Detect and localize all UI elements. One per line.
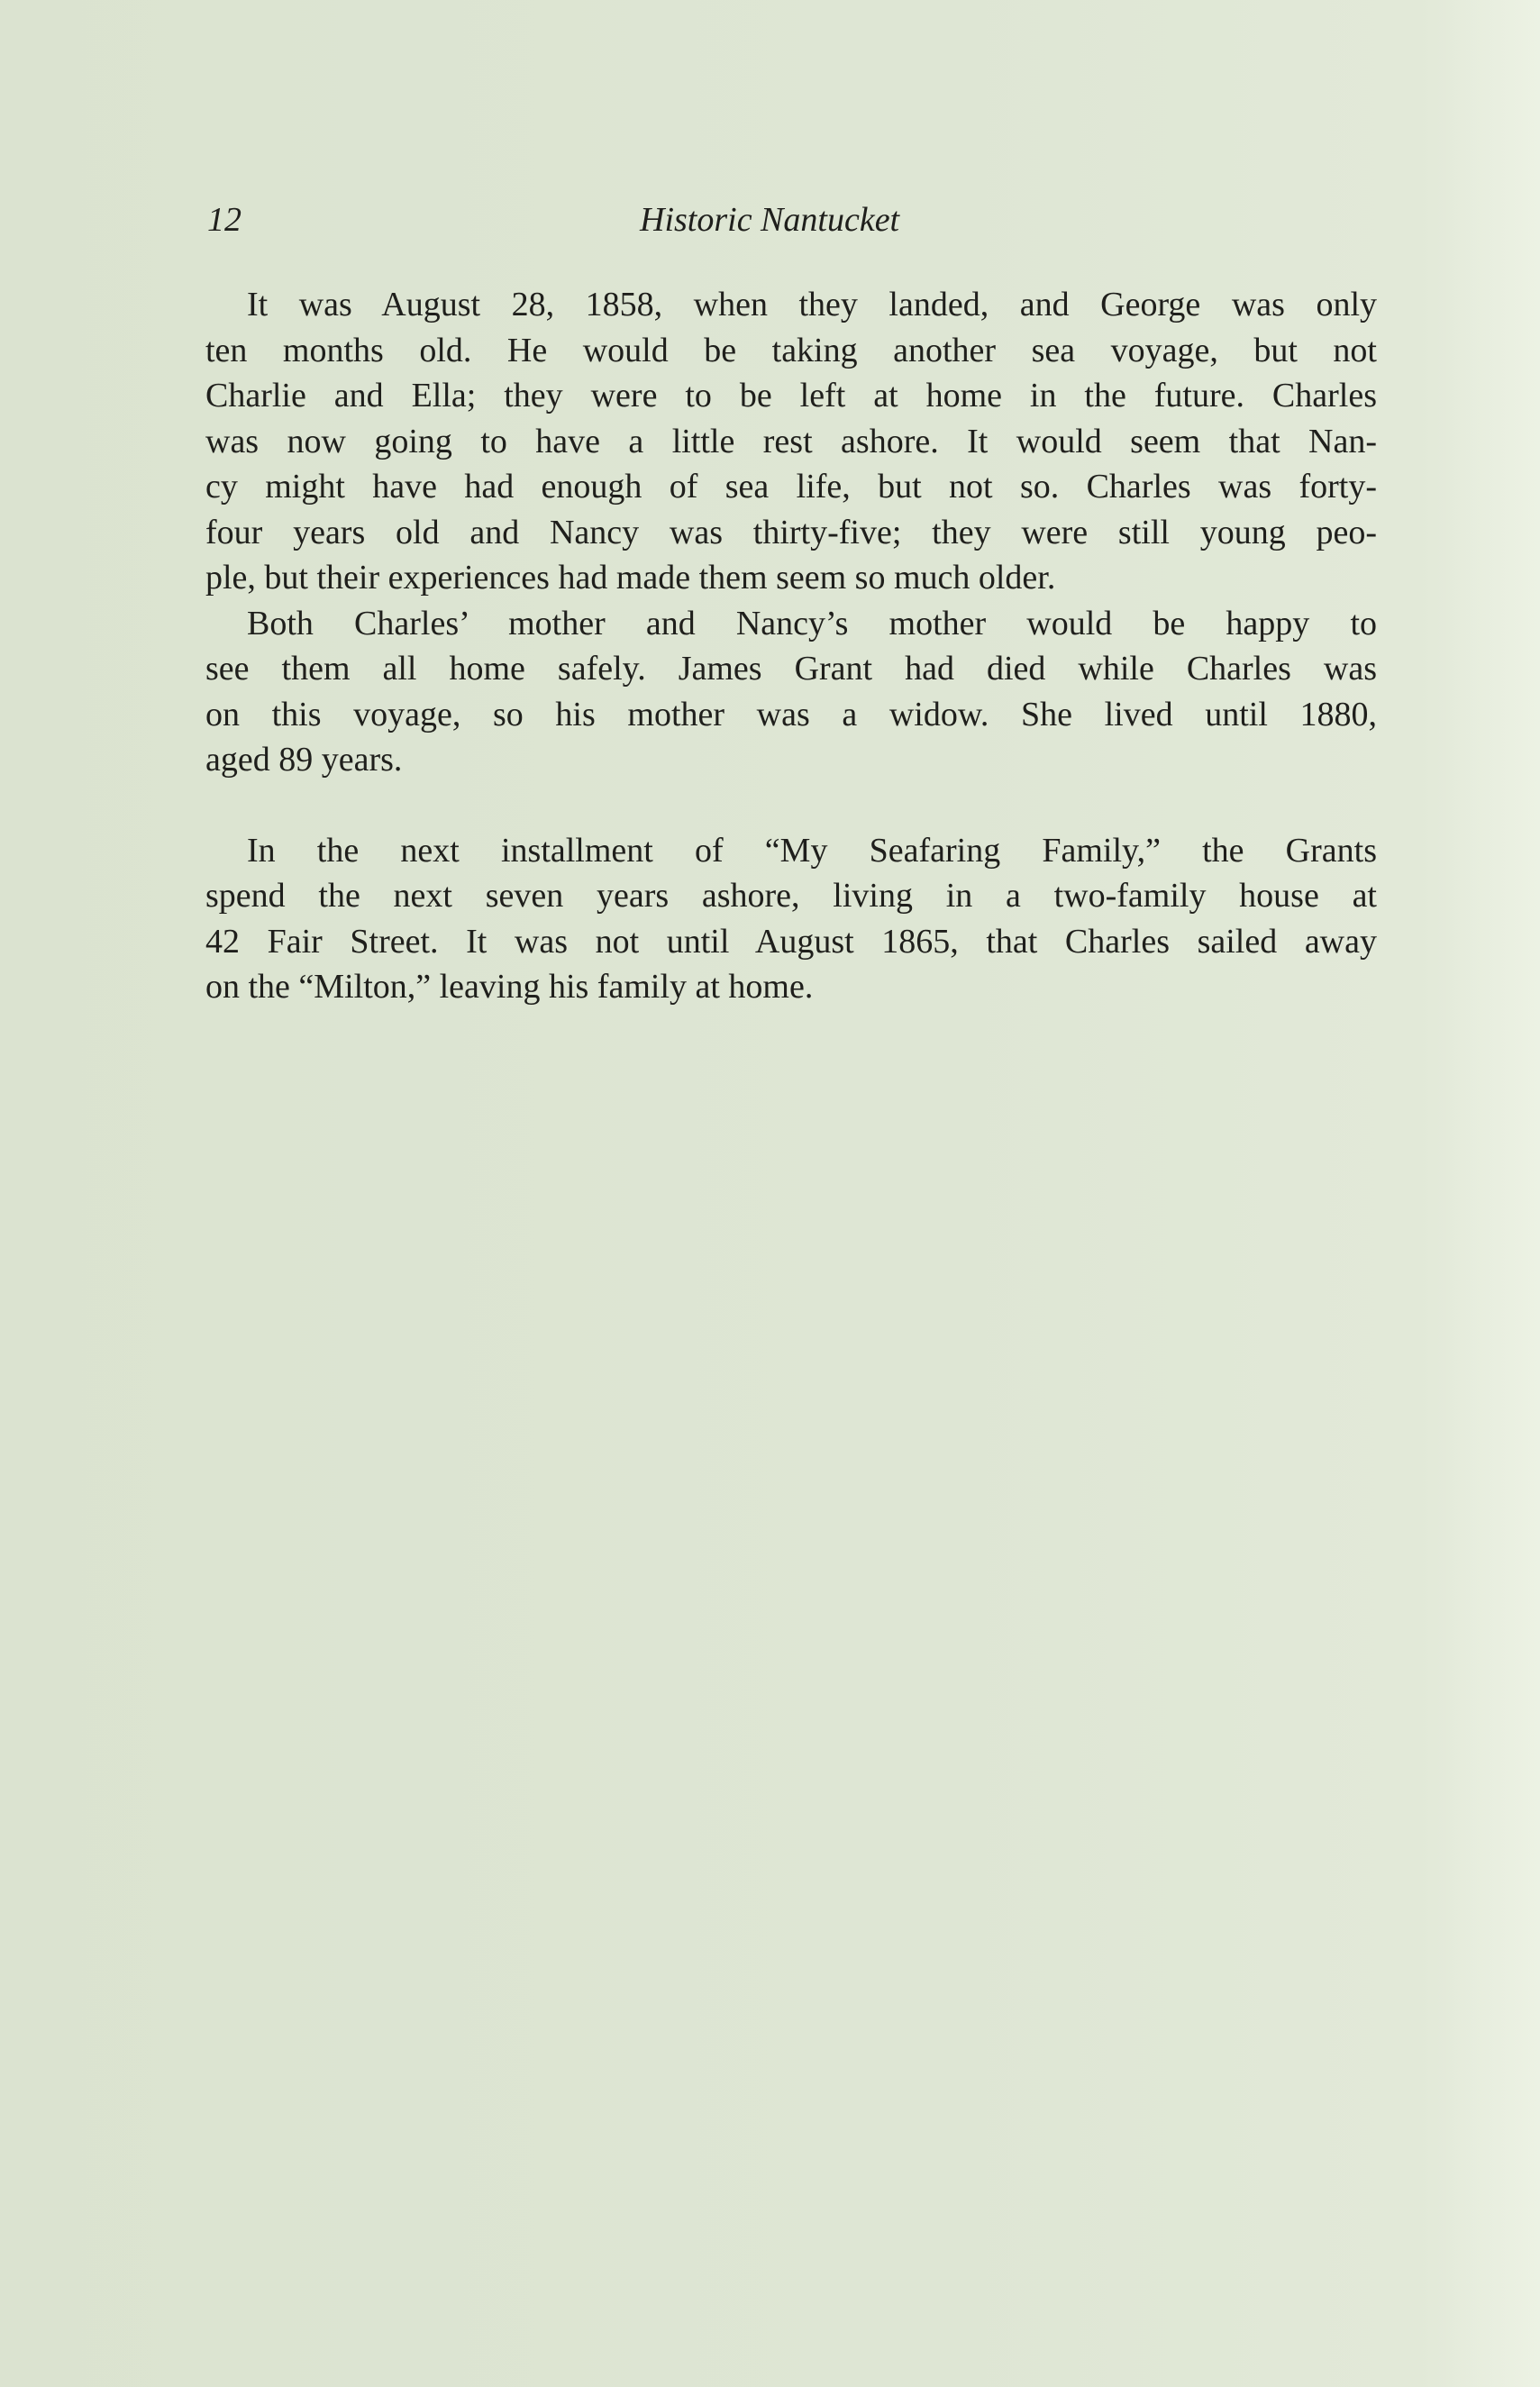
section-break bbox=[205, 783, 1377, 828]
text-line: on the “Milton,” leaving his family at home. bbox=[205, 968, 814, 1006]
text-line: In the next installment of “My Seafaring Family,” the Grants bbox=[247, 831, 1377, 870]
body-text bbox=[205, 282, 1377, 1010]
text-line: Charlie and Ella; they were to be left at home in the future. Charles bbox=[205, 377, 1377, 415]
paragraph-1 bbox=[205, 282, 1377, 601]
text-line: was now going to have a little rest ashore. It would seem that Nan- bbox=[205, 422, 1377, 460]
text-line: Both Charles’ mother and Nancy’s mother would be happy to bbox=[247, 604, 1377, 642]
text-line: ple, but their experiences had made them seem so much older. bbox=[205, 559, 1056, 597]
text-line: ten months old. He would be taking another sea voyage, but not bbox=[205, 331, 1377, 369]
text-line: aged 89 years. bbox=[205, 741, 403, 779]
paragraph-2 bbox=[205, 601, 1377, 783]
page-edge-shading bbox=[1441, 0, 1540, 2387]
text-line: 42 Fair Street. It was not until August 1865, that Charles sailed away bbox=[205, 922, 1377, 961]
text-line: spend the next seven years ashore, living in a two-family house at bbox=[205, 877, 1377, 915]
text-line: four years old and Nancy was thirty-five; they were still young peo- bbox=[205, 513, 1377, 551]
text-line: see them all home safely. James Grant had died while Charles was bbox=[205, 650, 1377, 688]
running-title: Historic Nantucket bbox=[640, 201, 900, 239]
page-number: 12 bbox=[207, 201, 241, 239]
text-line: on this voyage, so his mother was a widow. She lived until 1880, bbox=[205, 695, 1377, 733]
running-head bbox=[207, 200, 1379, 251]
paragraph-3 bbox=[205, 828, 1377, 1010]
text-line: It was August 28, 1858, when they landed, and George was only bbox=[247, 286, 1377, 323]
text-line: cy might have had enough of sea life, but not so. Charles was forty- bbox=[205, 468, 1377, 506]
